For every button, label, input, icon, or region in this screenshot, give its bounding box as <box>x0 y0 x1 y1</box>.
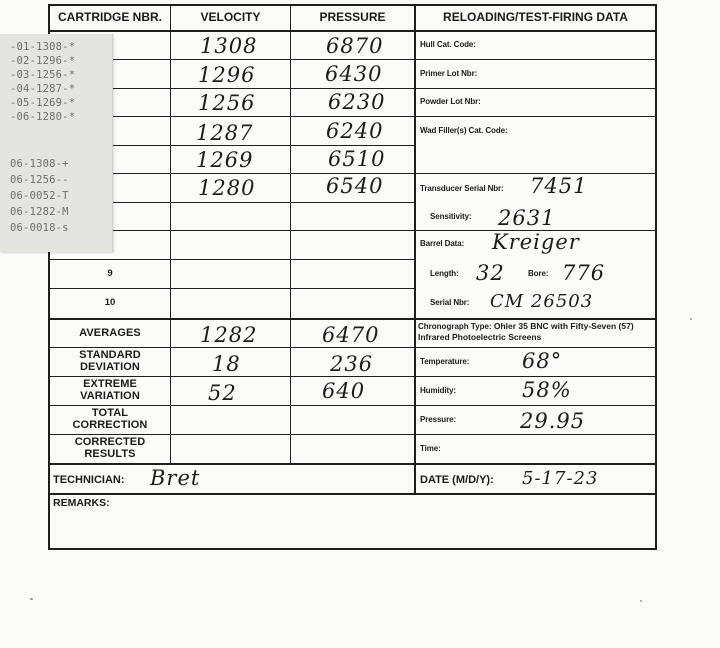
cartridge-number: 9 <box>107 268 113 279</box>
row-line <box>48 434 415 435</box>
scan-speck <box>690 318 692 320</box>
time-label: Time: <box>420 444 441 453</box>
extreme-variation-label: EXTREME VARIATION <box>80 378 140 402</box>
sensitivity-label: Sensitivity: <box>430 212 472 221</box>
form-border-right <box>655 4 657 549</box>
pressure-field-value: 29.95 <box>520 409 586 433</box>
avg-pressure-value: 6470 <box>322 323 380 347</box>
humidity-label: Humidity: <box>420 386 456 395</box>
wad-filler-label: Wad Filler(s) Cat. Code: <box>420 126 508 135</box>
pressure-value: 6230 <box>328 90 386 114</box>
header-pressure: PRESSURE <box>319 10 386 24</box>
field-line <box>415 434 656 435</box>
col-divider-2 <box>290 4 291 464</box>
header-divider <box>48 30 657 32</box>
row-line-heavy <box>48 318 415 320</box>
field-line <box>415 376 656 377</box>
tape-line: -05-1269-* <box>10 97 76 109</box>
length-label: Length: <box>430 269 459 278</box>
velocity-value: 1287 <box>196 121 254 145</box>
std-dev-label: STANDARD DEVIATION <box>79 349 141 373</box>
velocity-value: 1308 <box>200 34 258 58</box>
chronograph-label: Chronograph Type: <box>418 322 492 331</box>
temperature-label: Temperature: <box>420 357 470 366</box>
footer-line-top <box>48 463 657 465</box>
printer-tape <box>0 34 113 252</box>
chronograph-value: Ohler 35 BNC with Fifty-Seven (57) Infrared Photoelectric Screens <box>418 321 634 342</box>
extreme-velocity-value: 52 <box>208 381 237 405</box>
tape-line: -02-1296-* <box>10 55 76 67</box>
cartridge-number: 10 <box>104 297 116 308</box>
humidity-value: 58% <box>522 378 572 402</box>
footer-line-bottom <box>48 493 657 495</box>
velocity-value: 1256 <box>198 91 256 115</box>
length-value: 32 <box>476 261 505 285</box>
tape-line: 06-0052-T <box>10 190 69 202</box>
row-line <box>48 376 415 377</box>
field-line <box>415 347 656 348</box>
row-line <box>48 347 415 348</box>
corrected-results-label: CORRECTED RESULTS <box>74 436 146 460</box>
barrel-data-label: Barrel Data: <box>420 239 465 248</box>
tape-line: -01-1308-* <box>10 41 76 53</box>
pressure-value: 6540 <box>326 174 384 198</box>
row-line <box>48 259 415 260</box>
header-velocity: VELOCITY <box>200 10 261 24</box>
bore-label: Bore: <box>528 269 549 278</box>
velocity-value: 1296 <box>198 63 256 87</box>
col-divider-1 <box>170 4 171 464</box>
tape-line: 06-1256-- <box>10 174 69 186</box>
avg-velocity-value: 1282 <box>200 323 258 347</box>
field-line <box>415 88 656 89</box>
tape-line: -04-1287-* <box>10 83 76 95</box>
std-dev-pressure-value: 236 <box>330 352 374 376</box>
row-line <box>48 288 415 289</box>
field-line <box>415 318 656 320</box>
pressure-field-label: Pressure: <box>420 415 457 424</box>
form-border-top <box>48 4 657 6</box>
hull-code-label: Hull Cat. Code: <box>420 40 476 49</box>
primer-lot-label: Primer Lot Nbr: <box>420 69 478 78</box>
scan-speck <box>30 598 33 600</box>
date-value: 5-17-23 <box>522 468 599 489</box>
velocity-value: 1280 <box>198 176 256 200</box>
serial-nbr-label: Serial Nbr: <box>430 298 470 307</box>
pressure-value: 6240 <box>326 119 384 143</box>
remarks-label: REMARKS: <box>53 497 110 509</box>
extreme-pressure-value: 640 <box>322 379 366 403</box>
std-dev-velocity-value: 18 <box>212 352 241 376</box>
temperature-value: 68° <box>522 349 563 373</box>
averages-label: AVERAGES <box>79 327 141 339</box>
sensitivity-value: 2631 <box>498 206 556 230</box>
pressure-value: 6510 <box>328 147 386 171</box>
tape-line: -06-1280-* <box>10 111 76 123</box>
tape-line: -03-1256-* <box>10 69 76 81</box>
transducer-serial-label: Transducer Serial Nbr: <box>420 184 504 193</box>
technician-value: Bret <box>150 466 201 490</box>
date-label: DATE (M/D/Y): <box>420 474 494 486</box>
total-correction-label: TOTAL CORRECTION <box>72 407 148 431</box>
bore-value: 776 <box>562 261 606 285</box>
header-reloading-data: RELOADING/TEST-FIRING DATA <box>443 10 628 24</box>
serial-nbr-value: CM 26503 <box>490 291 594 312</box>
chronograph-field <box>418 321 654 343</box>
barrel-data-value: Kreiger <box>492 230 580 254</box>
field-line <box>415 59 656 60</box>
scan-speck <box>640 600 642 602</box>
pressure-value: 6430 <box>325 62 383 86</box>
powder-lot-label: Powder Lot Nbr: <box>420 97 481 106</box>
col-divider-3 <box>414 4 416 494</box>
field-line <box>415 405 656 406</box>
header-cartridge-nbr: CARTRIDGE NBR. <box>58 10 162 24</box>
tape-line: 06-1308-+ <box>10 158 69 170</box>
technician-label: TECHNICIAN: <box>53 474 125 486</box>
velocity-value: 1269 <box>196 148 254 172</box>
field-line <box>415 116 656 117</box>
transducer-serial-value: 7451 <box>530 174 588 198</box>
tape-line: 06-1282-M <box>10 206 69 218</box>
tape-line: 06-0018-s <box>10 222 69 234</box>
form-border-bottom <box>48 548 657 550</box>
pressure-value: 6870 <box>326 34 384 58</box>
row-line <box>48 405 415 406</box>
